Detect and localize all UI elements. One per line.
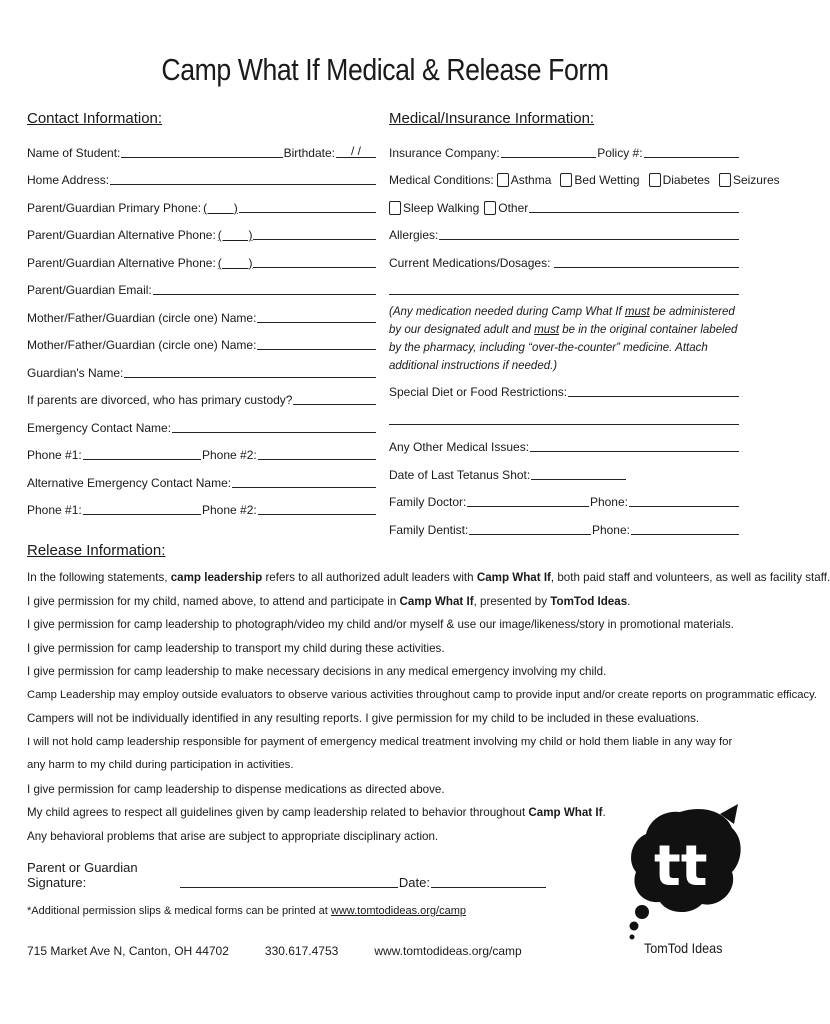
footer-website: www.tomtodideas.org/camp <box>374 944 522 958</box>
seizures-label: Seizures <box>732 173 780 187</box>
additional-note: *Additional permission slips & medical forms can be printed at www.tomtodideas.org/camp <box>27 905 466 917</box>
medical-heading: Medical/Insurance Information: <box>389 110 595 127</box>
home-address-label: Home Address: <box>27 173 110 187</box>
conditions-label: Medical Conditions: <box>389 173 494 187</box>
alt-phone-row-1 <box>27 215 377 243</box>
release-p11: Any behavioral problems that arise are subject to appropriate disciplinary action. <box>27 829 439 843</box>
meds-row <box>389 242 740 270</box>
other-checkbox[interactable] <box>484 201 496 215</box>
address-row <box>27 160 377 188</box>
primary-phone-row <box>27 187 377 215</box>
alt-emergency-phone1-label: Phone #1: <box>27 503 82 517</box>
other-field[interactable] <box>529 200 739 213</box>
contact-section <box>27 108 377 517</box>
conditions-row-2 <box>389 187 740 215</box>
email-label: Parent/Guardian Email: <box>27 283 152 297</box>
tomtod-logo <box>620 800 750 960</box>
insurance-company-field[interactable] <box>501 145 596 158</box>
emergency-phone2-field[interactable] <box>258 447 376 460</box>
other-issues-row <box>389 427 740 455</box>
sleep-walking-checkbox[interactable] <box>389 201 401 215</box>
diabetes-label: Diabetes <box>662 173 710 187</box>
mfg-name-row-2 <box>27 325 377 353</box>
policy-label: Policy #: <box>597 145 643 160</box>
custody-field[interactable] <box>293 392 376 405</box>
insurance-row <box>389 132 740 160</box>
bed-wetting-checkbox[interactable] <box>560 173 572 187</box>
logo-text: TomTod Ideas <box>644 940 723 956</box>
dentist-phone-label: Phone: <box>591 522 630 537</box>
tetanus-label: Date of Last Tetanus Shot: <box>389 467 531 482</box>
footer <box>27 944 558 958</box>
diet-row <box>389 377 740 399</box>
tt-thought-bubble-icon <box>620 800 750 960</box>
emergency-phone2-label: Phone #2: <box>202 448 257 462</box>
release-p5: I give permission for camp leadership to make necessary decisions in any medical emergency involving my child. <box>27 665 607 678</box>
tetanus-row <box>389 454 740 482</box>
family-dentist-field[interactable] <box>469 522 591 535</box>
student-name-label: Name of Student: <box>27 145 121 160</box>
family-doctor-field[interactable] <box>467 494 589 507</box>
release-p4: I give permission for camp leadership to transport my child during these activities. <box>27 641 445 655</box>
signature-label: Parent or Guardian Signature: <box>27 860 138 890</box>
release-p8: I will not hold camp leadership responsible for payment of emergency medical treatment involving my child or hold them liable in any way for any harm to my child during participation in activities. <box>27 735 733 771</box>
footer-phone: 330.617.4753 <box>264 944 339 958</box>
emergency-name-label: Emergency Contact Name: <box>27 420 172 435</box>
alt-phone-label-1: Parent/Guardian Alternative Phone: <box>27 228 216 242</box>
date-label: Date: <box>398 875 430 890</box>
primary-phone-field[interactable] <box>239 200 376 213</box>
birthdate-label: Birthdate: <box>283 145 335 160</box>
alt-phone-field-1[interactable] <box>253 227 376 240</box>
signature-row <box>27 860 547 890</box>
home-address-field[interactable] <box>110 172 376 185</box>
alt-emergency-phone2-label: Phone #2: <box>202 503 257 517</box>
guardian-name-row <box>27 352 377 380</box>
alt-phone-label-2: Parent/Guardian Alternative Phone: <box>27 255 216 270</box>
asthma-label: Asthma <box>510 173 552 187</box>
dentist-row <box>389 509 740 537</box>
alt-emergency-phones-row <box>27 490 377 518</box>
student-name-field[interactable] <box>121 145 282 158</box>
primary-phone-area: ( ) <box>203 200 238 215</box>
other-label: Other <box>498 200 529 215</box>
medication-note: (Any medication needed during Camp What If must be administered by our designated adult and must be in the original container labeled by the pharmacy, including “over-the-counter” medicine. Attach additional instructions if needed.) <box>389 306 738 372</box>
mfg-name-label-2: Mother/Father/Guardian (circle one) Name: <box>27 338 257 352</box>
guardian-name-field[interactable] <box>124 365 376 378</box>
conditions-row <box>389 160 780 188</box>
family-dentist-label: Family Dentist: <box>389 522 469 537</box>
emergency-name-row <box>27 407 377 435</box>
custody-label: If parents are divorced, who has primary custody? <box>27 393 293 407</box>
allergies-label: Allergies: <box>389 228 439 242</box>
doctor-phone-field[interactable] <box>629 494 739 507</box>
mfg-name-row-1 <box>27 297 377 325</box>
release-p7: Campers will not be individually identified in any resulting reports. I give permission for my child to be included in these evaluations. <box>27 712 700 725</box>
mfg-name-field-2[interactable] <box>257 337 376 350</box>
alt-emergency-phone2-field[interactable] <box>258 502 376 515</box>
other-issues-field[interactable] <box>530 439 739 452</box>
dentist-phone-field[interactable] <box>631 522 739 535</box>
special-diet-field[interactable] <box>568 384 739 397</box>
policy-field[interactable] <box>644 145 739 158</box>
release-p3: I give permission for camp leadership to photograph/video my child and/or myself & use our image/likeness/story in promotional materials. <box>27 618 734 631</box>
insurance-company-label: Insurance Company: <box>389 145 500 160</box>
guardian-name-label: Guardian's Name: <box>27 365 124 380</box>
svg-text:tt: tt <box>654 834 708 899</box>
student-row <box>27 132 377 160</box>
emergency-name-field[interactable] <box>172 420 376 433</box>
allergies-row <box>389 215 740 243</box>
release-p6: Camp Leadership may employ outside evaluators to observe various activities throughout camp to provide input and/or create reports on programmatic efficacy. <box>27 688 817 701</box>
family-doctor-label: Family Doctor: <box>389 495 467 509</box>
doctor-phone-label: Phone: <box>589 495 628 509</box>
current-meds-label: Current Medications/Dosages: <box>389 255 551 270</box>
current-meds-field[interactable] <box>554 255 739 268</box>
bed-wetting-label: Bed Wetting <box>574 173 640 187</box>
mfg-name-label-1: Mother/Father/Guardian (circle one) Name: <box>27 310 257 325</box>
release-p2: I give permission for my child, named above, to attend and participate in Camp What If, presented by TomTod Ideas. <box>27 594 631 608</box>
diabetes-checkbox[interactable] <box>649 173 661 187</box>
alt-phone-area-1: ( ) <box>217 228 253 242</box>
alt-emergency-phone1-field[interactable] <box>83 502 201 515</box>
special-diet-label: Special Diet or Food Restrictions: <box>389 385 568 399</box>
signature-field[interactable] <box>180 875 398 888</box>
special-diet-field-2[interactable] <box>389 412 739 425</box>
alt-phone-field-2[interactable] <box>253 255 376 268</box>
release-heading: Release Information: <box>27 542 166 559</box>
allergies-field[interactable] <box>439 227 739 240</box>
emergency-phone1-field[interactable] <box>83 447 201 460</box>
current-meds-field-2[interactable] <box>389 282 739 295</box>
email-row <box>27 270 377 298</box>
alt-emergency-name-label: Alternative Emergency Contact Name: <box>27 475 232 490</box>
emergency-phones-row <box>27 435 377 463</box>
form-title: Camp What If Medical & Release Form <box>161 52 609 87</box>
custody-row <box>27 380 377 408</box>
mfg-name-field-1[interactable] <box>257 310 376 323</box>
date-field[interactable] <box>431 875 546 888</box>
forms-link[interactable]: www.tomtodideas.org/camp <box>330 905 466 917</box>
other-issues-label: Any Other Medical Issues: <box>389 440 530 454</box>
release-p10: My child agrees to respect all guidelines given by camp leadership related to behavior throughout Camp What If. <box>27 806 606 819</box>
meds-row-2 <box>389 270 740 298</box>
doctor-row <box>389 482 740 510</box>
primary-phone-label: Parent/Guardian Primary Phone: <box>27 200 202 215</box>
alt-phone-row-2 <box>27 242 377 270</box>
emergency-phone1-label: Phone #1: <box>27 448 82 462</box>
diet-row-2 <box>389 399 740 427</box>
alt-phone-area-2: ( ) <box>217 255 253 270</box>
birthdate-field[interactable]: / / <box>336 145 376 158</box>
release-p1: In the following statements, camp leadership refers to all authorized adult leaders with Camp What If, both paid staff and volunteers, as well as facility staff. <box>27 571 830 584</box>
alt-emergency-name-field[interactable] <box>232 475 376 488</box>
asthma-checkbox[interactable] <box>497 173 509 187</box>
tetanus-field[interactable] <box>531 467 626 480</box>
seizures-checkbox[interactable] <box>719 173 731 187</box>
contact-heading: Contact Information: <box>27 110 163 127</box>
alt-emergency-name-row <box>27 462 377 490</box>
sleep-walking-label: Sleep Walking <box>403 200 480 215</box>
release-p9: I give permission for camp leadership to dispense medications as directed above. <box>27 782 445 796</box>
email-field[interactable] <box>153 282 376 295</box>
medical-section <box>389 108 780 537</box>
footer-address: 715 Market Ave N, Canton, OH 44702 <box>27 944 229 958</box>
